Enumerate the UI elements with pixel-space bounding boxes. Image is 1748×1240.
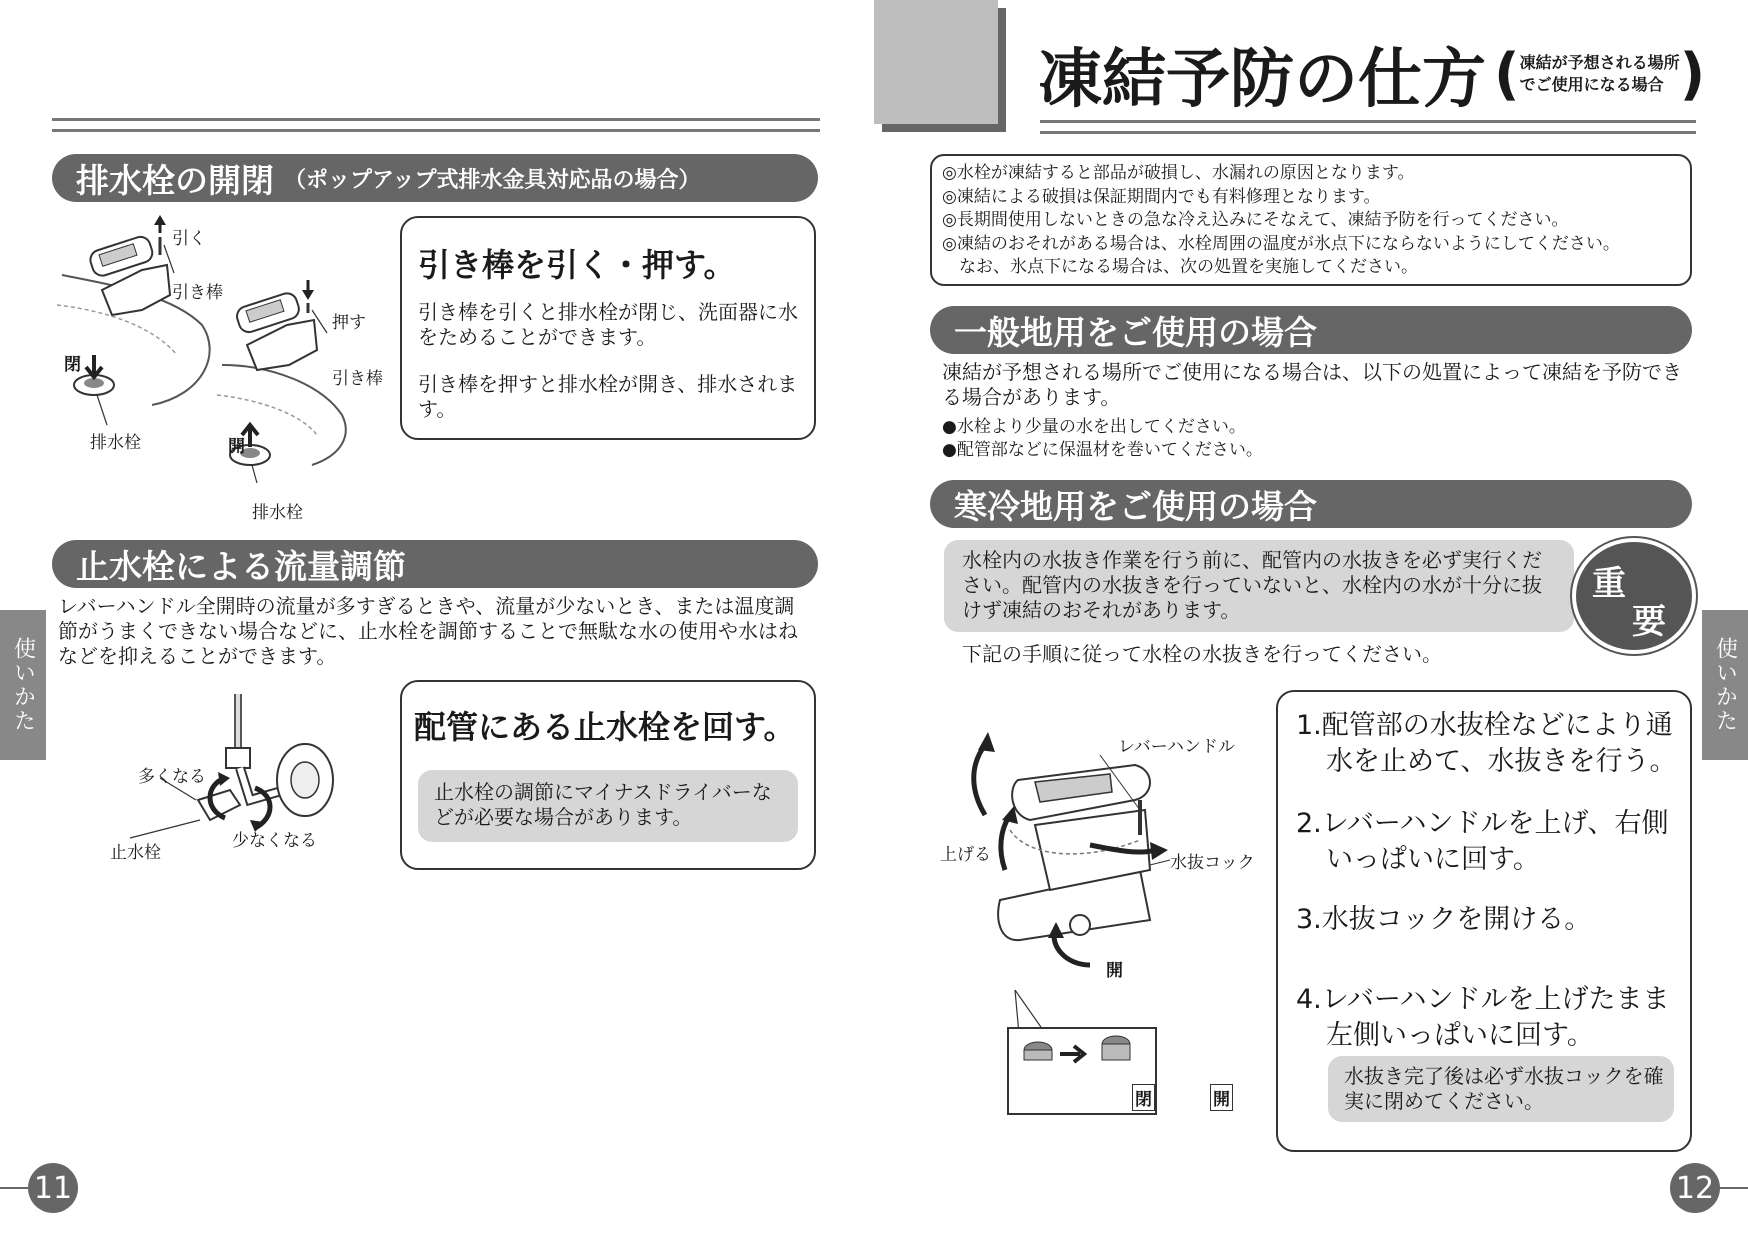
step-4-num: 4. [1296, 984, 1322, 1015]
title-paren-open: ( [1494, 41, 1520, 107]
flow-section-title [52, 540, 818, 588]
drain-box-p2: 引き棒を押すと排水栓が開き、排水されます。 [418, 372, 798, 421]
step-3 [1296, 902, 1591, 938]
drain-box-p1: 引き棒を引くと排水栓が閉じ、洗面器に水をためることができます。 [418, 300, 798, 349]
right-page-rule [1716, 1187, 1748, 1189]
left-side-tab: 使いかた [0, 610, 46, 760]
step-1-num: 1. [1296, 710, 1322, 741]
drain-section-title [52, 154, 818, 202]
step-3-line-1 [1296, 902, 1591, 938]
label-open: 開 [228, 437, 245, 457]
right-side-tab: 使いかた [1702, 610, 1748, 760]
label-raise: 上げる [940, 845, 991, 865]
cold-section-title [930, 480, 1692, 528]
right-page-number: 12 [1670, 1163, 1720, 1213]
step-3-num: 3. [1296, 904, 1322, 935]
badge-char-1: 重 [1592, 564, 1626, 604]
final-note-text: 水抜き完了後は必ず水抜コックを確実に閉めてください。 [1344, 1064, 1664, 1113]
left-page-number: 11 [28, 1163, 78, 1213]
step-4-line-2: 左側いっぱいに回す。 [1326, 1020, 1594, 1051]
label-rod-1: 引き棒 [172, 283, 223, 303]
step-1 [1296, 708, 1676, 780]
stopcock-note [418, 770, 798, 842]
label-close: 閉 [64, 355, 81, 375]
inset-label-open: 開 [1210, 1084, 1233, 1111]
label-push: 押す [332, 313, 366, 333]
general-section-title [930, 306, 1692, 354]
important-badge [1572, 538, 1696, 654]
right-top-rule [1040, 120, 1696, 134]
label-less: 少なくなる [232, 831, 317, 851]
label-pull: 引く [172, 229, 206, 249]
inset-label-close: 閉 [1132, 1084, 1155, 1111]
notice-line-4: ◎凍結のおそれがある場合は、水栓周囲の温度が氷点下にならないようにしてください。 [942, 233, 1620, 254]
general-bullet-1: ●水栓より少量の水を出してください。 [942, 417, 1246, 437]
step-2-text-1: レバーハンドルを上げ、右側 [1321, 808, 1669, 839]
notice-lines [942, 162, 1620, 280]
title-main: 凍結予防の仕方 [1038, 43, 1486, 117]
step-2 [1296, 806, 1668, 878]
important-text: 水栓内の水抜き作業を行う前に、配管内の水抜きを必ず実行ください。配管内の水抜きを行っていないと、水栓内の水が十分に抜けず凍結のおそれがあります。 [962, 548, 1542, 622]
step-4 [1296, 982, 1670, 1054]
title-paren-close: ) [1679, 41, 1706, 107]
step-2-line-1 [1296, 806, 1668, 842]
step-1-line-1 [1296, 708, 1676, 744]
general-description: 凍結が予想される場所でご使用になる場合は、以下の処置によって凍結を予防できる場合があります。 [942, 360, 1682, 409]
stopcock-note-text: 止水栓の調節にマイナスドライバーなどが必要な場合があります。 [434, 780, 772, 829]
step-4-line-1 [1296, 982, 1670, 1018]
badge-char-2: 要 [1632, 602, 1666, 642]
general-title-text: 一般地用をご使用の場合 [954, 312, 1317, 352]
notice-line-1: ◎水栓が凍結すると部品が破損し、水漏れの原因となります。 [942, 163, 1415, 183]
step-1-text-1: 配管部の水抜栓などにより通 [1321, 710, 1673, 741]
label-more: 多くなる [138, 767, 206, 787]
title-sub-2: でご使用になる場合 [1519, 75, 1664, 94]
step-3-text-1: 水抜コックを開ける。 [1321, 904, 1592, 935]
flow-description: レバーハンドル全開時の流量が多すぎるときや、流量が少ないとき、または温度調節がうまくできない場合などに、止水栓を調節することで無駄な水の使用や水はねなどを抑えることができます。 [58, 594, 798, 668]
label-rod-2: 引き棒 [332, 369, 383, 389]
stopcock-instruction-box [400, 680, 816, 870]
label-stopcock: 止水栓 [110, 843, 161, 863]
drain-instruction-box [400, 216, 816, 440]
step-2-num: 2. [1296, 808, 1322, 839]
general-bullet-2: ●配管部などに保温材を巻いてください。 [942, 440, 1263, 460]
flow-title-text: 止水栓による流量調節 [76, 546, 406, 586]
drain-title-sub: （ポップアップ式排水金具対応品の場合） [284, 167, 701, 193]
label-open-top: 開 [1106, 961, 1123, 981]
final-note [1328, 1056, 1674, 1122]
title-sub [1520, 52, 1680, 96]
important-box [944, 540, 1574, 632]
label-drain-1: 排水栓 [90, 433, 141, 453]
label-drain-2: 排水栓 [252, 503, 303, 523]
right-page-title [1038, 34, 1706, 117]
step-1-line-2: 水を止めて、水抜きを行う。 [1326, 746, 1677, 777]
title-decor-square [874, 0, 998, 124]
cold-title-text: 寒冷地用をご使用の場合 [954, 486, 1317, 526]
step-4-text-1: レバーハンドルを上げたまま [1321, 984, 1670, 1015]
left-top-rule [52, 118, 820, 132]
notice-line-3: ◎長期間使用しないときの急な冷え込みにそなえて、凍結予防を行ってください。 [942, 210, 1569, 230]
stopcock-box-title: 配管にある止水栓を回す。 [414, 708, 796, 746]
cold-instruction: 下記の手順に従って水栓の水抜きを行ってください。 [962, 642, 1442, 666]
label-cock: 水抜コック [1170, 853, 1255, 873]
title-sub-1: 凍結が予想される場所 [1519, 53, 1680, 72]
drain-box-title: 引き棒を引く・押す。 [418, 246, 736, 284]
faucet-drainage-illustration [940, 720, 1260, 1120]
general-bullets [942, 416, 1263, 462]
steps-box [1276, 690, 1692, 1152]
label-lever: レバーハンドル [1118, 737, 1235, 757]
step-2-line-2: いっぱいに回す。 [1326, 844, 1540, 875]
notice-line-5: なお、氷点下になる場合は、次の処置を実施してください。 [942, 257, 1418, 277]
notice-line-2: ◎凍結による破損は保証期間内でも有料修理となります。 [942, 186, 1381, 207]
notice-box [930, 154, 1692, 286]
drain-title-text: 排水栓の開閉 [76, 160, 274, 200]
